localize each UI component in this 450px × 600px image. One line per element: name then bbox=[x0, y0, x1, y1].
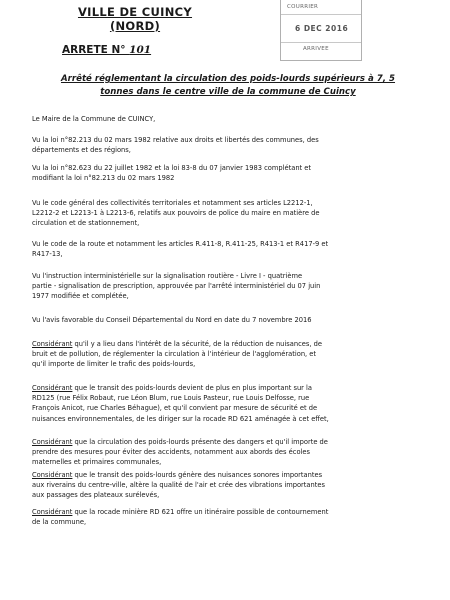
paragraph bbox=[32, 135, 424, 155]
paragraph bbox=[32, 315, 424, 325]
paragraph bbox=[32, 437, 424, 468]
paragraph bbox=[32, 470, 424, 501]
paragraph bbox=[32, 383, 424, 424]
paragraph bbox=[32, 339, 424, 370]
paragraph bbox=[32, 507, 424, 527]
paragraph-line: Vu la loi n°82.213 du 02 mars 1982 relative aux droits et libertés des communes, des bbox=[32, 136, 319, 144]
commune-name: VILLE DE CUINCY bbox=[77, 5, 193, 19]
considerant-lead: Considérant bbox=[32, 508, 73, 516]
paragraph bbox=[32, 114, 424, 124]
arrete-number bbox=[62, 44, 151, 56]
stamp-bottom-text: ARRIVEE bbox=[303, 46, 329, 52]
paragraph-line: de la commune, bbox=[32, 518, 87, 527]
paragraph-line: partie - signalisation de prescription, approuvée par l'arrêté interministériel du 07 juin bbox=[32, 282, 321, 291]
paragraph-line: aux passages des plateaux surélevés, bbox=[32, 491, 160, 500]
paragraph-line: Considérant que le transit des poids-lourds devient de plus en plus important sur la bbox=[32, 384, 313, 392]
stamp-date: 6 DEC 2016 bbox=[295, 24, 349, 33]
paragraph-line: nuisances environnementales, de les diriger sur la rocade RD 621 aménagée à cet effet, bbox=[32, 414, 329, 423]
paragraph bbox=[32, 271, 424, 302]
arrete-number-value: 101 bbox=[129, 44, 152, 56]
region-name: (NORD) bbox=[109, 19, 161, 33]
title-line: Arrêté réglementant la circulation des poids-lourds supérieurs à 7, 5 bbox=[60, 74, 396, 84]
paragraph-line: François Anicot, rue Charles Béhague), et qu'il convient par mesure de sécurité et de bbox=[32, 404, 318, 413]
paragraph-line: bruit et de pollution, de réglementer la circulation à l'intérieur de l'agglomération, et bbox=[32, 350, 317, 359]
paragraph-line: qu'il importe de limiter le trafic des poids-lourds, bbox=[32, 360, 196, 369]
paragraph-line: circulation et de stationnement, bbox=[32, 219, 140, 228]
stamp-rule bbox=[281, 42, 361, 43]
paragraph-line: Vu l'instruction interministérielle sur la signalisation routière - Livre I - quatrième bbox=[32, 272, 303, 280]
arrete-label: ARRETE N° bbox=[62, 44, 126, 56]
paragraph-line: 1977 modifiée et complétée, bbox=[32, 292, 129, 301]
document-title bbox=[32, 73, 424, 99]
stamp-top-text: COURRIER bbox=[287, 4, 319, 10]
paragraph bbox=[32, 198, 424, 229]
paragraph-line: Vu le code de la route et notamment les articles R.411-8, R.411-25, R413-1 et R417-9 et bbox=[32, 240, 329, 248]
stamp-rule bbox=[281, 14, 361, 15]
paragraph-line: R417-13, bbox=[32, 250, 63, 259]
considerant-lead: Considérant bbox=[32, 384, 73, 392]
reception-stamp bbox=[280, 0, 362, 61]
commune-header bbox=[60, 5, 210, 33]
paragraph-line: prendre des mesures pour éviter des accidents, notamment aux abords des écoles bbox=[32, 448, 310, 457]
paragraph-line: Considérant que la circulation des poids-lourds présente des dangers et qu'il importe de bbox=[32, 438, 328, 446]
paragraph-line: Considérant qu'il y a lieu dans l'intérêt de la sécurité, de la réduction de nuisances, de bbox=[32, 340, 322, 348]
paragraph-line: aux riverains du centre-ville, altère la qualité de l'air et crée des vibrations importantes bbox=[32, 481, 325, 490]
considerant-lead: Considérant bbox=[32, 340, 73, 348]
paragraph-line: départements et des régions, bbox=[32, 146, 131, 155]
paragraph-line: RD125 (rue Félix Robaut, rue Léon Blum, rue Louis Pasteur, rue Louis Delfosse, rue bbox=[32, 394, 310, 403]
paragraph bbox=[32, 163, 424, 183]
paragraph-line: Considérant que la rocade minière RD 621 offre un itinéraire possible de contournement bbox=[32, 508, 329, 516]
paragraph-line: maternelles et primaires communales, bbox=[32, 458, 162, 467]
paragraph-line: L2212-2 et L2213-1 à L2213-6, relatifs aux pouvoirs de police du maire en matière de bbox=[32, 209, 320, 218]
paragraph bbox=[32, 239, 424, 259]
considerant-lead: Considérant bbox=[32, 438, 73, 446]
considerant-lead: Considérant bbox=[32, 471, 73, 479]
paragraph-line: Vu le code général des collectivités territoriales et notamment ses articles L2212-1, bbox=[32, 199, 313, 207]
paragraph-line: Vu l'avis favorable du Conseil Départemental du Nord en date du 7 novembre 2016 bbox=[32, 316, 312, 324]
paragraph-line: Considérant que le transit des poids-lourds génère des nuisances sonores importantes bbox=[32, 471, 323, 479]
paragraph-line: modifiant la loi n°82.213 du 02 mars 1982 bbox=[32, 174, 175, 183]
title-line: tonnes dans le centre ville de la commune de Cuincy bbox=[100, 87, 356, 97]
paragraph-line: Le Maire de la Commune de CUINCY, bbox=[32, 115, 156, 123]
paragraph-line: Vu la loi n°82.623 du 22 juillet 1982 et la loi 83-8 du 07 janvier 1983 complétant et bbox=[32, 164, 312, 172]
